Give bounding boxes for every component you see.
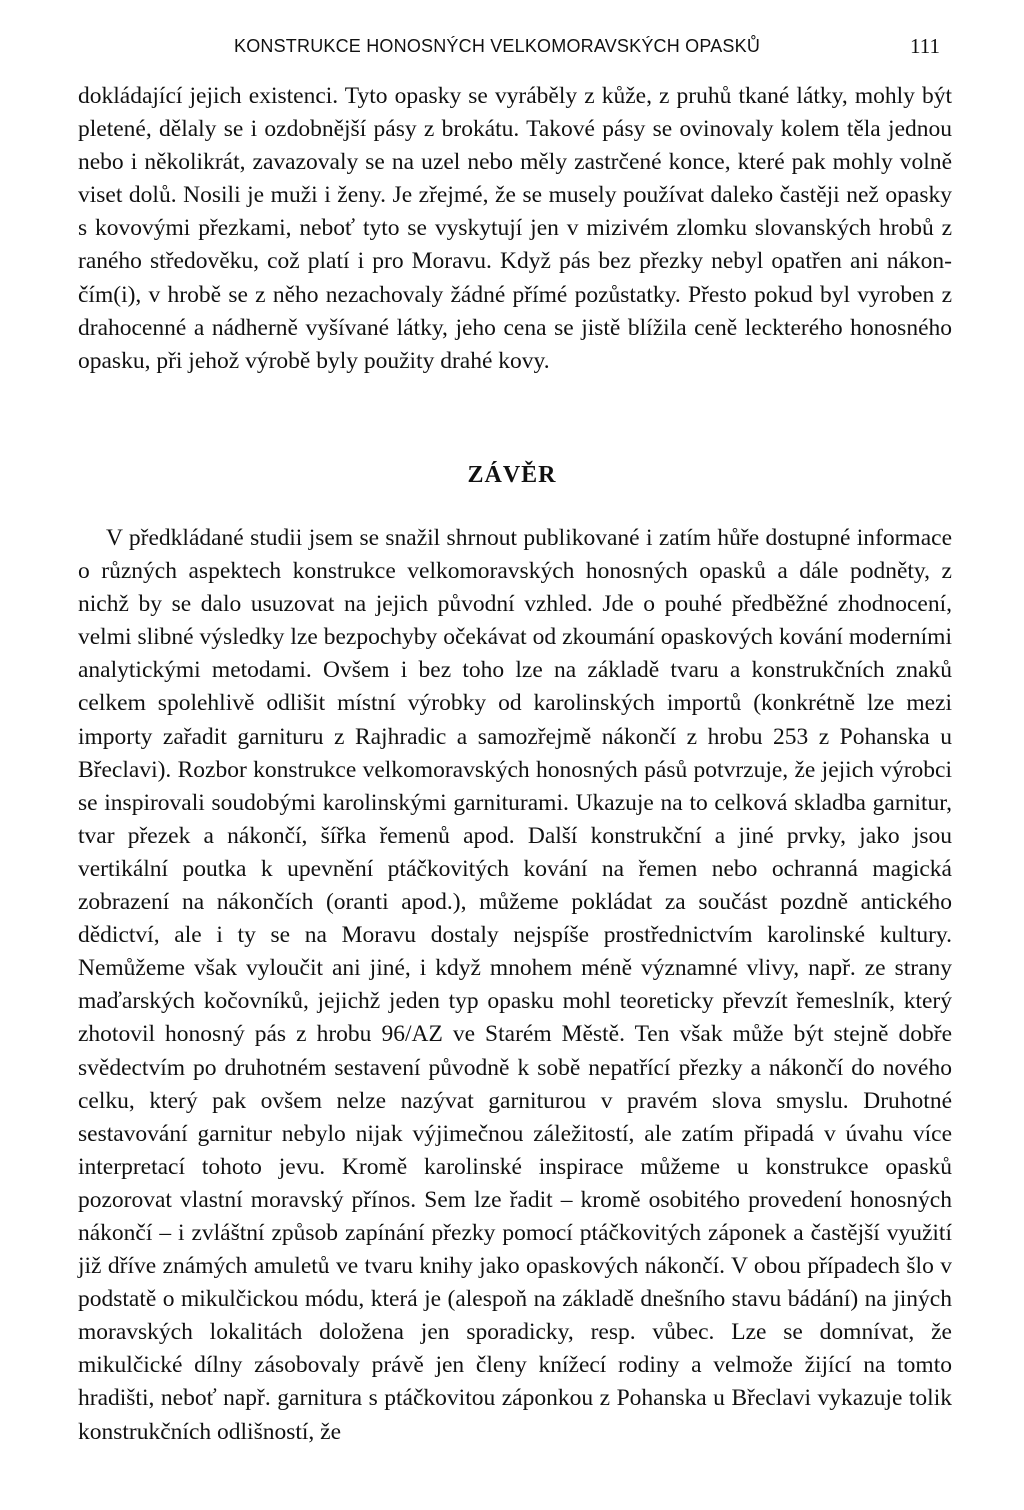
page-number: 111 [910,34,940,58]
section-heading: ZÁVĚR [467,462,557,488]
body-paragraph-2: V předkládané studii jsem se snažil shrnout publikované i zatím hůře dostupné informace o různých aspektech konstrukce velkomoravských honosných opasků a dále podněty, z nichž by se dalo usuzovat na jejich původní vzhled. Jde o pouhé předběžné zhodnocení, velmi slibné výsledky lze bezpochyby očekávat od zkoumání opaskových kování moderními analytickými metodami. Ovšem i bez toho lze na základě tvaru a konstrukčních znaků celkem spolehlivě odlišit místní výrobky od karolinských importů (konkrétně lze mezi importy zařadit garnituru z Rajhradic a samozřejmě nákončí z hrobu 253 z Pohanska u Břeclavi). Rozbor konstrukce velkomoravských honosných pásů potvrzuje, že jejich výrobci se inspirovali soudobými karolinskými garniturami. Ukazuje na to celková skladba garnitur, tvar přezek a nákončí, šířka řemenů apod. Další konstrukční a jiné prvky, jako jsou vertikální poutka k upevnění ptáčkovitých kování na řemen nebo ochranná magická zobrazení na nákončích (oranti apod.), můžeme pokládat za součást pozdně antického dědictví, ale i ty se na Moravu dostaly nejspíše prostřednictvím karolinské kultury. Nemůžeme však vyloučit ani jiné, i když mnohem méně významné vlivy, např. ze strany maďarských kočovníků, jejichž jeden typ opasku mohl teoreticky převzít řemeslník, který zhotovil honosný pás z hrobu 96/AZ ve Starém Městě. Ten však může být stejně dobře svědectvím po druhotném sestavení původně k sobě nepatřící přezky a nákončí do nového celku, který pak ovšem nelze nazývat garniturou v pravém slova smyslu. Druhotné sestavování garnitur nebylo nijak výjimečnou záležitostí, ale zatím připadá v úvahu více interpretací tohoto jevu. Kromě karolinské inspirace můžeme u konstrukce opasků pozorovat vlastní moravský přínos. Sem lze řadit – kromě osobitého provedení honosných nákončí – i zvláštní způsob zapínání přezky pomocí ptáčkovitých záponek a častější využití již dříve známých amuletů ve tvaru knihy jako opaskových nákončí. V obou případech šlo v podstatě o mikulčickou módu, která je (alespoň na základě dnešního stavu bádání) na jiných moravských lokalitách doložena jen sporadicky, resp. vůbec. Lze se domnívat, že mikulčické dílny zásobovaly právě jen členy knížecí rodiny a velmože žijící na tomto hradišti, neboť např. garnitura s ptáčkovitou záponkou z Pohanska u Břeclavi vykazuje tolik konstrukčních odlišností, že [78,525,952,1445]
body-paragraph-1: dokládající jejich existenci. Tyto opasky se vyráběly z kůže, z pruhů tkané látky, mohly být pletené, dělaly se i ozdobnější pásy z brokátu. Takové pásy se ovinovaly kolem těla jednou nebo i několikrát, zavazovaly se na uzel nebo měly zastrčené konce, které pak mohly volně viset dolů. Nosili je muži i ženy. Je zřejmé, že se musely používat daleko častěji než opasky s kovovými přezkami, neboť tyto se vyskytují jen v mizivém zlomku slovanských hrobů z raného středověku, což platí i pro Moravu. Když pás bez přezky nebyl opatřen ani nákončím(i), v hrobě se z něho nezachovaly žádné přímé pozůstatky. Přesto pokud byl vyroben z drahocenné a nádherně vyšívané látky, jeho cena se jistě blížila ceně leckterého honosného opasku, při jehož výrobě byly použity drahé kovy. [78,83,952,374]
running-head: KONSTRUKCE HONOSNÝCH VELKOMORAVSKÝCH OPASKŮ [234,36,761,56]
